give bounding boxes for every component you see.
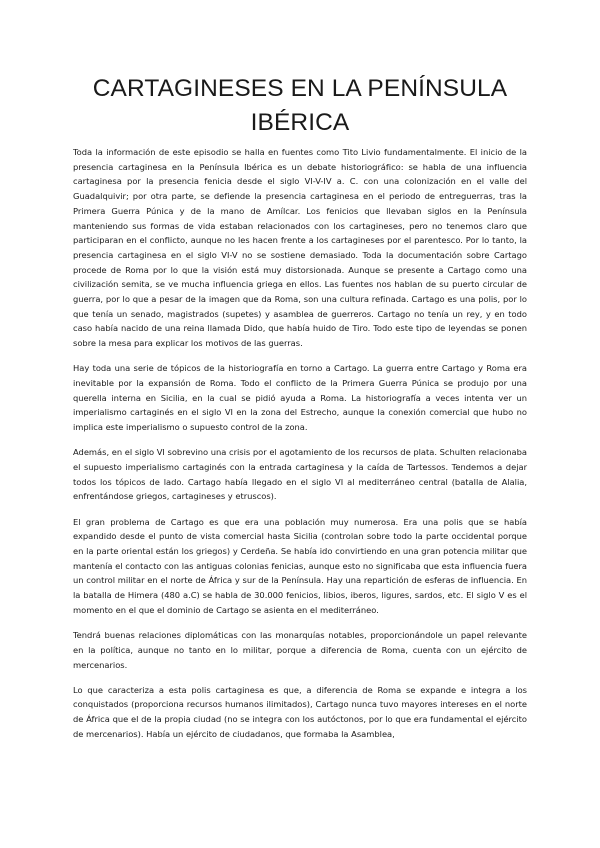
- body-paragraph-4: El gran problema de Cartago es que era una población muy numerosa. Era una polis que se había expandido desde el punto de vista comercial hasta Sicilia (controlan sobre todo la parte occidental porque en la parte oriental están los griegos) y Cerdeña. Se había ido convirtiendo en una gran potencia militar que mantenía el contacto con las antiguas colonias fenicias, aunque esto no significaba que esta influencia fuera un control militar en el norte de África y sur de la Península. Hay una repartición de esferas de influencia. En la batalla de Himera (480 a.C) se habla de 30.000 fenicios, libios, iberos, ligures, sardos, etc. El siglo V es el momento en el que el dominio de Cartago se asienta en el mediterráneo.: [73, 516, 527, 615]
- body-paragraph-6: Lo que caracteriza a esta polis cartaginesa es que, a diferencia de Roma se expande e integra a los conquistados (proporciona recursos humanos ilimitados), Cartago nunca tuvo mayores intereses en el norte de África que el de la propia ciudad (no se integra con los autóctonos, por lo que era fundamental el ejército de mercenarios). Había un ejército de ciudadanos, que formaba la Asamblea,: [73, 684, 527, 739]
- body-paragraph-5: Tendrá buenas relaciones diplomáticas con las monarquías notables, proporcionándole un papel relevante en la política, aunque no tanto en lo militar, porque a diferencia de Roma, cuenta con un ejército de mercenarios.: [73, 630, 527, 670]
- document-title-line-1: CARTAGINESES EN LA PENÍNSULA: [92, 75, 508, 102]
- body-paragraph-1: Toda la información de este episodio se halla en fuentes como Tito Livio fundamentalmente. El inicio de la presencia cartaginesa en la Península Ibérica es un debate historiográfico: se habla de una influencia cartaginesa por la presencia fenicia desde el siglo VI-V-IV a. C. con una colonización en el valle del Guadalquivir; por otra parte, se defiende la presencia cartaginesa en el periodo de entreguerras, tras la Primera Guerra Púnica y de la mano de Amílcar. Los fenicios que llevaban siglos en la Península manteniendo sus formas de vida estaban relacionados con los cartagineses, pero no tenemos claro que participaran en el conflicto, aunque no les hacen frente a los cartagineses por el parentesco. Por lo tanto, la presencia cartaginesa en el siglo VI-V no se sostiene demasiado. Toda la documentación sobre Cartago procede de Roma por lo que la visión está muy distorsionada. Aunque se presente a Cartago como una civilización semita, se ve mucha influencia griega en ellos. Las fuentes nos hablan de su puerto circular de guerra, por lo que a pesar de la imagen que da Roma, son una cultura refinada. Cartago es una polis, por lo que tenía un senado, magistrados (supetes) y asamblea de guerreros. Cartago no tenía un rey, y en todo caso había nacido de una reina llamada Dido, que había huido de Tiro. Todo este tipo de leyendas se ponen sobre la mesa para explicar los motivos de las guerras.: [73, 147, 527, 349]
- document-title-line-2: IBÉRICA: [250, 109, 350, 136]
- body-paragraph-2: Hay toda una serie de tópicos de la historiografía en torno a Cartago. La guerra entre Cartago y Roma era inevitable por la expansión de Roma. Todo el conflicto de la Primera Guerra Púnica se produjo por una querella interna en Sicilia, en la cual se pidió ayuda a Roma. La historiografía a veces intenta ver un imperialismo cartaginés en el siglo VI en la zona del Estrecho, aunque la conexión comercial que hubo no implica este imperialismo o supuesto control de la zona.: [73, 363, 527, 433]
- document-body: [73, 145, 527, 752]
- body-paragraph-3: Además, en el siglo VI sobrevino una crisis por el agotamiento de los recursos de plata. Schulten relacionaba el supuesto imperialismo cartaginés con la entrada cartaginesa y la caída de Tartessos. Tendemos a dejar todos los tópicos de lado. Cartago había llegado en el siglo VI al mediterráneo central (batalla de Alalia, enfrentándose griegos, cartagineses y etruscos).: [73, 447, 527, 502]
- document-title: [60, 72, 540, 140]
